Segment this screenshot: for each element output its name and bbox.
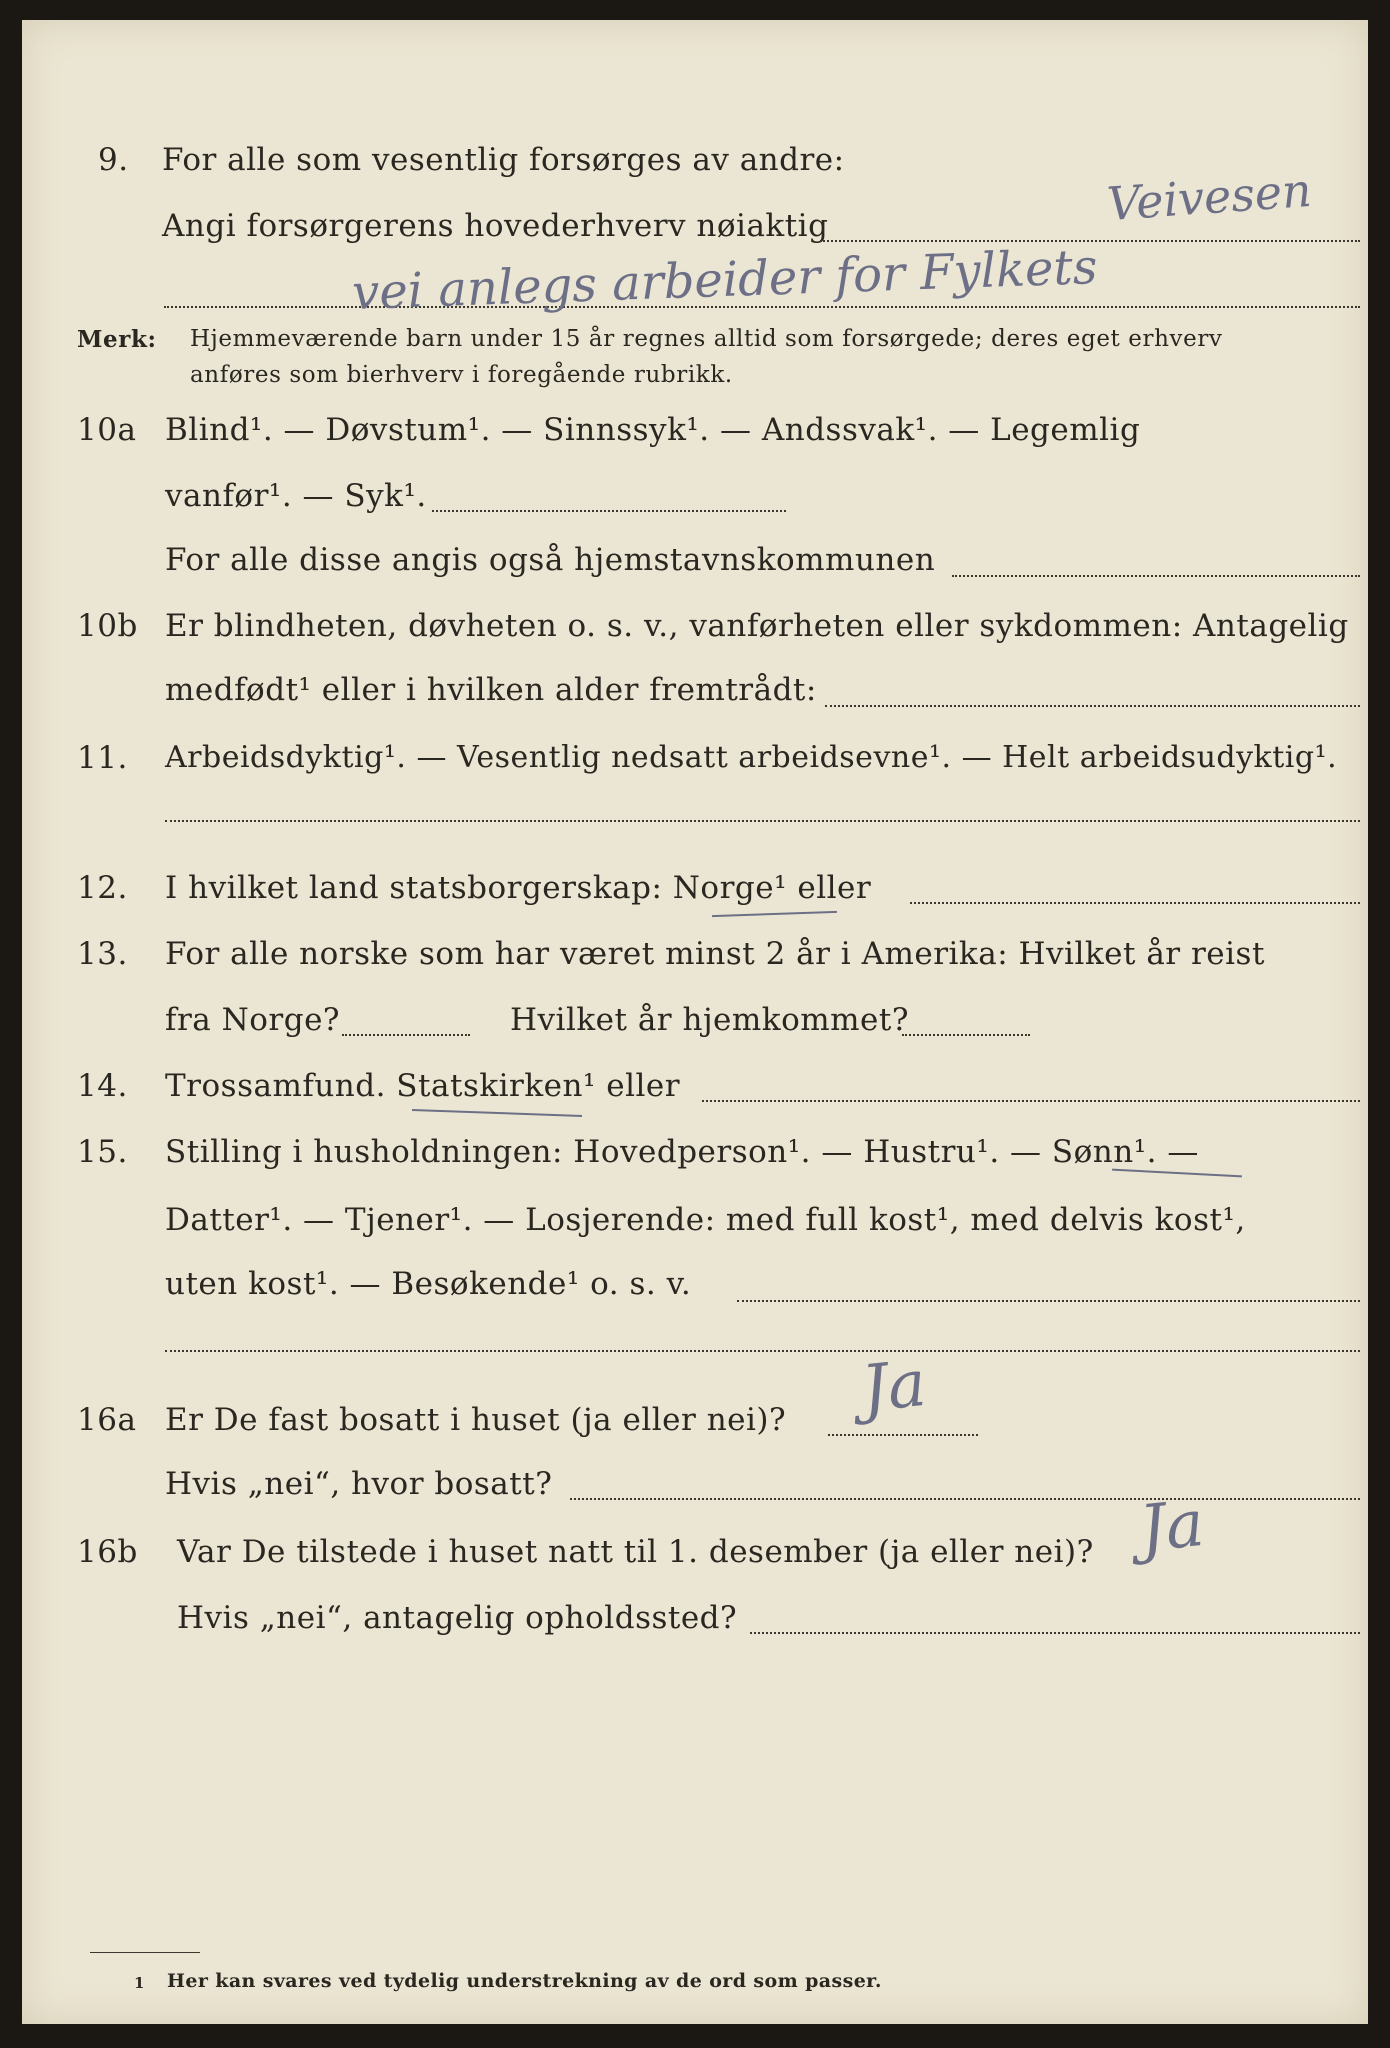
q15-answer-line-1[interactable]: [737, 1300, 1360, 1302]
footnote-rule: [90, 1952, 200, 1953]
q16a-text-2: Hvis „nei“, hvor bosatt?: [165, 1466, 553, 1502]
q9-handwritten-2: vei anlegs arbeider for Fylkets: [351, 239, 1099, 321]
q14-answer-line[interactable]: [702, 1100, 1360, 1102]
q14-number: 14.: [77, 1068, 128, 1104]
q10b-line1: [22, 608, 1368, 668]
q15-text-3: uten kost¹. — Besøkende¹ o. s. v.: [165, 1266, 692, 1302]
q15-text-2: Datter¹. — Tjener¹. — Losjerende: med full kost¹, med delvis kost¹,: [165, 1202, 1246, 1238]
q16b-handwritten-answer: Ja: [1136, 1486, 1208, 1568]
q15-line3: [22, 1266, 1368, 1326]
merk-label: Merk:: [77, 326, 157, 353]
q13-hjemkommet-answer-line[interactable]: [902, 1034, 1030, 1036]
q11-number: 11.: [77, 740, 128, 776]
footnote-mark: 1: [134, 1974, 145, 1992]
q12-answer-line[interactable]: [910, 902, 1360, 904]
q16b-text-1: Var De tilstede i huset natt til 1. desember (ja eller nei)?: [177, 1534, 1094, 1570]
q10a-text-2: vanfør¹. — Syk¹.: [165, 478, 427, 514]
q16b-line2: [22, 1600, 1368, 1660]
q10a-line3: [22, 542, 1368, 602]
q10b-text-2: medfødt¹ eller i hvilken alder fremtrådt:: [165, 672, 817, 708]
footnote-text: Her kan svares ved tydelig understrekning av de ord som passer.: [167, 1970, 882, 1992]
q13-text-2a: fra Norge?: [165, 1002, 341, 1038]
q9-text-2: Angi forsørgerens hovederhverv nøiaktig: [162, 208, 829, 244]
q14-line1: [22, 1068, 1368, 1128]
q13-line1: [22, 936, 1368, 996]
q16a-text-1: Er De fast bosatt i huset (ja eller nei)?: [165, 1402, 787, 1438]
q16a-handwritten-answer: Ja: [858, 1346, 930, 1428]
q16b-number: 16b: [77, 1534, 138, 1570]
q14-text-1: Trossamfund. Statskirken¹ eller: [165, 1068, 681, 1104]
q11-answer-line[interactable]: [165, 820, 1360, 822]
q16a-bosatt-answer-line[interactable]: [570, 1498, 1360, 1500]
q11-text-1: Arbeidsdyktig¹. — Vesentlig nedsatt arbeidsevne¹. — Helt arbeidsudyktig¹.: [165, 740, 1338, 775]
q15-text-1: Stilling i husholdningen: Hovedperson¹. — Hustru¹. — Sønn¹. —: [165, 1134, 1199, 1170]
q9-handwritten-1: Veivesen: [1105, 162, 1314, 232]
census-form-page: [22, 20, 1368, 2024]
q16a-line1: [22, 1402, 1368, 1462]
q10a-kommune-answer-line[interactable]: [952, 575, 1360, 577]
q12-text-1: I hvilket land statsborgerskap: Norge¹ eller: [165, 870, 872, 906]
q12-line1: [22, 870, 1368, 930]
q16b-text-2: Hvis „nei“, antagelig opholdssted?: [177, 1600, 738, 1636]
q16a-answer-line[interactable]: [828, 1434, 978, 1436]
q13-text-1: For alle norske som har været minst 2 år i Amerika: Hvilket år reist: [165, 936, 1265, 972]
q9-number: 9.: [98, 142, 129, 178]
q10a-line1: [22, 412, 1368, 472]
q13-reist-answer-line[interactable]: [342, 1034, 470, 1036]
q16a-number: 16a: [77, 1402, 137, 1438]
q11-line1: [22, 740, 1368, 800]
q10b-line2: [22, 672, 1368, 732]
merk-text-1: Hjemmeværende barn under 15 år regnes alltid som forsørgede; deres eget erhverv: [190, 326, 1223, 352]
q15-number: 15.: [77, 1134, 128, 1170]
q10a-text-1: Blind¹. — Døvstum¹. — Sinnssyk¹. — Andssvak¹. — Legemlig: [165, 412, 1141, 448]
q10a-number: 10a: [77, 412, 137, 448]
q13-number: 13.: [77, 936, 128, 972]
q13-line2: [22, 1002, 1368, 1062]
q15-answer-line-2[interactable]: [165, 1350, 1360, 1352]
q15-line2: [22, 1202, 1368, 1262]
q10a-text-3: For alle disse angis også hjemstavnskommunen: [165, 542, 936, 578]
q15-line1: [22, 1134, 1368, 1194]
q10b-number: 10b: [77, 608, 138, 644]
q9-text-1: For alle som vesentlig forsørges av andre:: [162, 142, 845, 178]
q10b-text-1: Er blindheten, døvheten o. s. v., vanførheten eller sykdommen: Antagelig: [165, 608, 1349, 644]
merk-text-2: anføres som bierhverv i foregående rubrikk.: [190, 362, 733, 388]
q13-text-2b: Hvilket år hjemkommet?: [510, 1002, 909, 1038]
q10a-line2: [22, 478, 1368, 538]
q16b-answer-line[interactable]: [750, 1632, 1360, 1634]
q12-number: 12.: [77, 870, 128, 906]
q10b-answer-line[interactable]: [825, 705, 1360, 707]
q10a-syk-answer-line[interactable]: [432, 510, 786, 512]
